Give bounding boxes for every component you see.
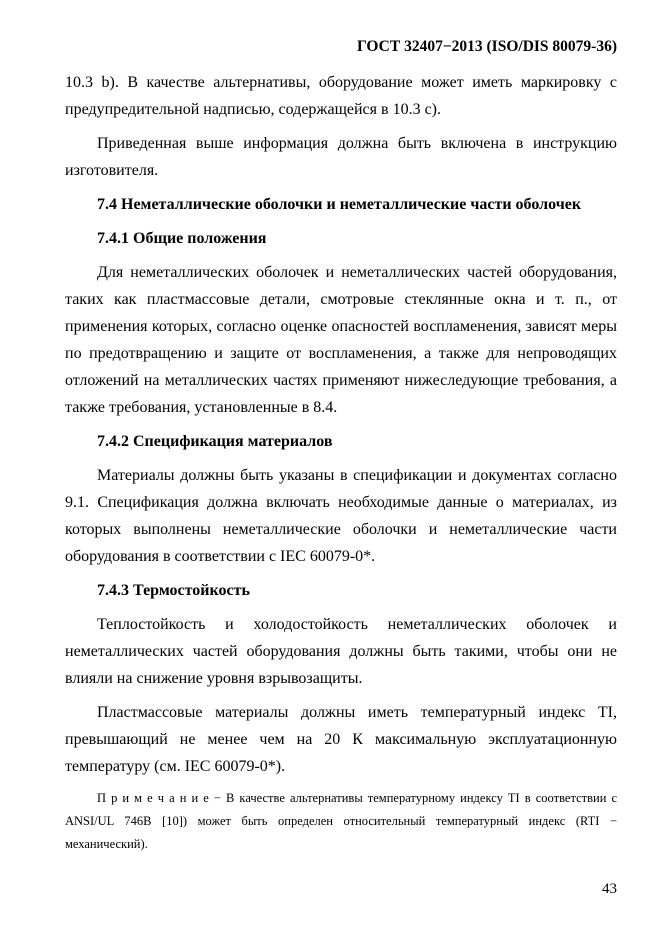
para-marking-alternative: 10.3 b). В качестве альтернативы, оборудование может иметь маркировку с предупредительной надписью, содержащейся в 10.3 c). <box>65 74 617 118</box>
section-heading-7-4: 7.4 Неметаллические оболочки и неметаллические части оболочек <box>97 196 582 213</box>
para-material-specification: Материалы должны быть указаны в спецификации и документах согласно 9.1. Спецификация должна включать необходимые данные о материалах, из которых выполнены неметаллические оболочки и неметаллические части оборудования в соответствии с IEC 60079-0*. <box>65 467 617 565</box>
note-rti-alternative: П р и м е ч а н и е − В качестве альтернативы температурному индексу TI в соответствии с ANSI/UL 746B [10]) может быть определен относительный температурный индекс (RTI − механический). <box>65 791 617 851</box>
para-manufacturer-instructions: Приведенная выше информация должна быть включена в инструкцию изготовителя. <box>65 135 617 179</box>
para-nonmetallic-general: Для неметаллических оболочек и неметаллических частей оборудования, таких как пластмассовые детали, смотровые стеклянные окна и т. п., от применения которых, согласно оценке опасностей воспламенения, зависят меры по предотвращению и защите от воспламенения, а также для непроводящих отложений на металлических частях применяют нижеследующие требования, а также требования, установленные в 8.4. <box>65 264 617 416</box>
page-number: 43 <box>602 881 617 897</box>
document-body <box>65 38 617 856</box>
para-plastic-temperature-index: Пластмассовые материалы должны иметь температурный индекс TI, превышающий не менее чем на 20 К максимальную эксплуатационную температуру (см. IEC 60079-0*). <box>65 704 617 775</box>
para-heat-cold-resistance: Теплостойкость и холодостойкость неметаллических оболочек и неметаллических частей оборудования должны быть такими, чтобы они не влияли на снижение уровня взрывозащиты. <box>65 616 617 687</box>
section-heading-7-4-3: 7.4.3 Термостойкость <box>97 582 250 599</box>
section-heading-7-4-2: 7.4.2 Спецификация материалов <box>97 433 333 450</box>
running-header: ГОСТ 32407−2013 (ISO/DIS 80079-36) <box>356 38 617 55</box>
section-heading-7-4-1: 7.4.1 Общие положения <box>97 230 267 247</box>
